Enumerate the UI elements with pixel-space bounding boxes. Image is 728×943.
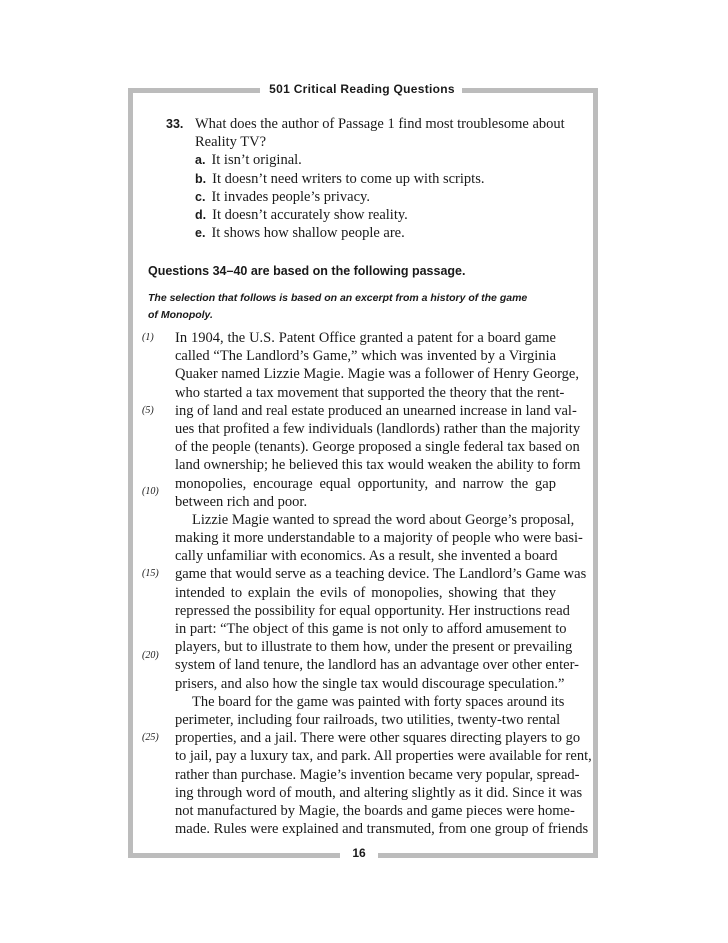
passage-line: monopolies, encourage equal opportunity, and narrow the gap: [175, 475, 556, 492]
question-stem-line: What does the author of Passage 1 find most troublesome about: [195, 116, 565, 132]
passage-line: ing of land and real estate produced an unearned increase in land val-: [175, 402, 577, 419]
passage-line: making it more understandable to a majority of people who were basi-: [175, 530, 583, 547]
option-letter: c.: [195, 189, 206, 204]
line-number-15: (15): [142, 568, 159, 579]
option-text: It shows how shallow people are.: [211, 225, 405, 242]
passage-caption: [148, 290, 578, 324]
question-33: [166, 115, 566, 242]
question-number: 33.: [166, 117, 184, 131]
frame-bottom-right-bar: [378, 853, 598, 858]
passage-line: Lizzie Magie wanted to spread the word about George’s proposal,: [192, 511, 575, 528]
passage-line: The board for the game was painted with forty spaces around its: [192, 693, 565, 710]
option-letter: a.: [195, 153, 206, 168]
passage-line: cally unfamiliar with economics. As a result, she invented a board: [175, 548, 558, 565]
question-stem: [195, 115, 566, 151]
option-text: It invades people’s privacy.: [211, 188, 370, 205]
frame-left-bar: [128, 88, 133, 858]
passage-line: called “The Landlord’s Game,” which was invented by a Virginia: [175, 348, 556, 365]
passage-line: in part: “The object of this game is not only to afford amusement to: [175, 621, 567, 637]
answer-option-e[interactable]: [195, 224, 566, 242]
passage-line: to jail, pay a luxury tax, and park. All properties were available for rent,: [175, 748, 592, 765]
line-number-10: (10): [142, 486, 159, 497]
answer-option-b[interactable]: [195, 170, 566, 188]
passage-line: who started a tax movement that supported the theory that the rent-: [175, 384, 565, 401]
caption-line: The selection that follows is based on an excerpt from a history of the game: [148, 292, 528, 304]
passage-line: players, but to illustrate to them how, under the present or prevailing: [175, 639, 573, 656]
option-letter: e.: [195, 226, 206, 241]
passage-line: intended to explain the evils of monopolies, showing that they: [175, 584, 556, 601]
passage-intro: Questions 34–40 are based on the following passage.: [148, 264, 466, 278]
frame-top-left-bar: [128, 88, 260, 93]
line-number-20: (20): [142, 650, 159, 661]
option-letter: d.: [195, 208, 207, 223]
passage-line: not manufactured by Magie, the boards and game pieces were home-: [175, 802, 575, 819]
option-text: It isn’t original.: [211, 152, 302, 169]
answer-option-c[interactable]: [195, 188, 566, 206]
passage-line: between rich and poor.: [175, 493, 308, 510]
passage-line: repressed the possibility for equal opportunity. Her instructions read: [175, 602, 570, 619]
passage-line: game that would serve as a teaching device. The Landlord’s Game was: [175, 566, 587, 583]
passage-line: Quaker named Lizzie Magie. Magie was a follower of Henry George,: [175, 366, 579, 383]
passage-line: ues that profited a few individuals (landlords) rather than the majority: [175, 420, 581, 437]
option-text: It doesn’t need writers to come up with scripts.: [212, 170, 485, 187]
passage-line: properties, and a jail. There were other squares directing players to go: [175, 730, 581, 747]
passage-body: [175, 329, 592, 838]
caption-line: of Monopoly.: [148, 309, 213, 321]
passage-line: In 1904, the U.S. Patent Office granted a patent for a board game: [175, 330, 556, 346]
answer-option-a[interactable]: [195, 151, 566, 169]
passage-line: made. Rules were explained and transmuted, from one group of friends: [175, 821, 589, 838]
passage-line: prisers, and also how the single tax would discourage speculation.”: [175, 675, 565, 692]
line-number-25: (25): [142, 732, 159, 743]
passage-line: perimeter, including four railroads, two utilities, twenty-two rental: [175, 711, 561, 728]
page-number: 16: [352, 846, 366, 860]
frame-right-bar: [593, 88, 598, 858]
passage-line: ing through word of mouth, and altering slightly as it did. Since it was: [175, 784, 583, 801]
option-text: It doesn’t accurately show reality.: [212, 207, 408, 224]
frame-bottom-left-bar: [128, 853, 340, 858]
running-header: 501 Critical Reading Questions: [269, 82, 455, 96]
question-stem-line: Reality TV?: [195, 134, 267, 151]
answer-option-d[interactable]: [195, 206, 566, 224]
passage-line: system of land tenure, the landlord has an advantage over other enter-: [175, 657, 579, 674]
passage-line: rather than purchase. Magie’s invention became very popular, spread-: [175, 766, 580, 783]
line-number-5: (5): [142, 405, 154, 416]
passage-line: land ownership; he believed this tax would weaken the ability to form: [175, 457, 581, 474]
line-number-1: (1): [142, 332, 154, 343]
option-letter: b.: [195, 171, 207, 186]
passage-line: of the people (tenants). George proposed a single federal tax based on: [175, 439, 580, 456]
frame-top-right-bar: [462, 88, 598, 93]
